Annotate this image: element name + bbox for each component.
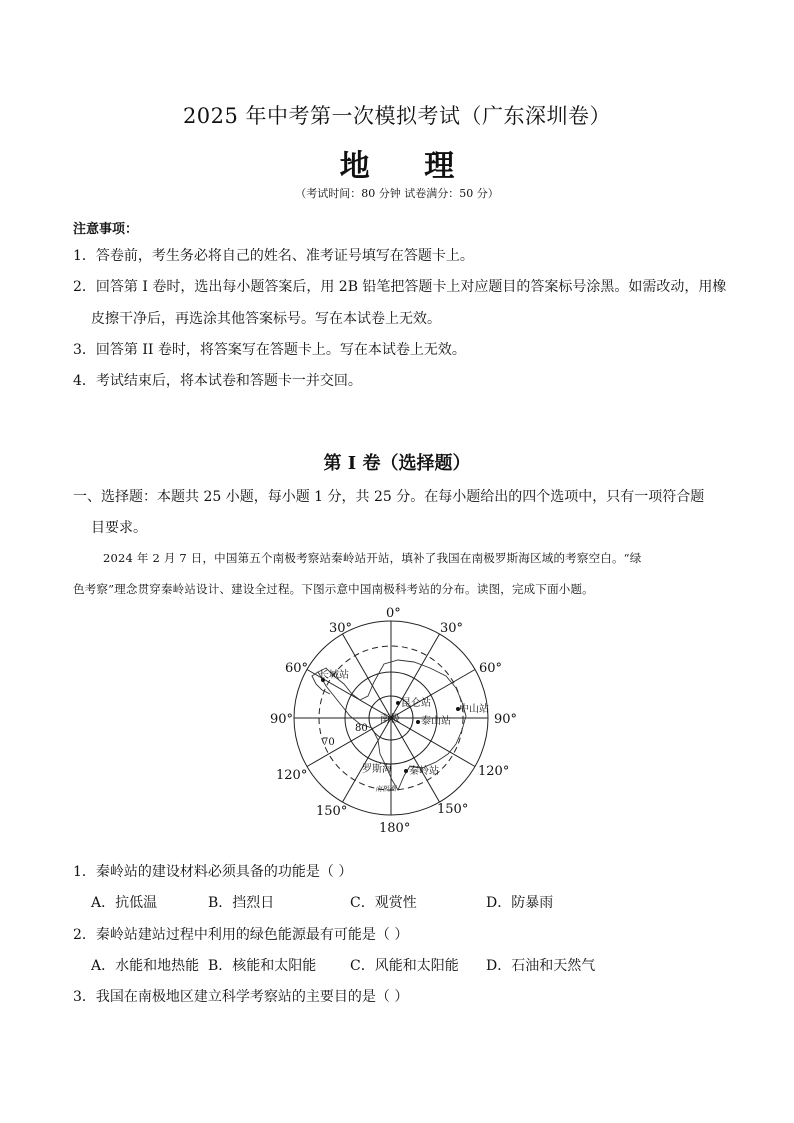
section-title: 第 I 卷（选择题） bbox=[323, 453, 471, 474]
lon-label-120w: 120° bbox=[276, 768, 308, 783]
question-stem: 1．秦岭站的建设材料必须具备的功能是（ ） bbox=[73, 864, 353, 880]
qinling-label: 秦岭站 bbox=[409, 766, 439, 777]
option-b: B．核能和太阳能 bbox=[208, 958, 317, 974]
lat-label-70: 70 bbox=[322, 737, 335, 748]
qinling-station-dot bbox=[404, 769, 408, 773]
subject-title: 地 理 bbox=[339, 149, 477, 184]
note-item: 3．回答第 II 卷时，将答案写在答题卡上。写在本试卷上无效。 bbox=[73, 342, 466, 358]
lon-label-60w: 60° bbox=[285, 661, 309, 676]
kunlun-label: 昆仑站 bbox=[401, 698, 431, 709]
lon-label-150e: 150° bbox=[437, 802, 469, 817]
option-a: A．水能和地热能 bbox=[91, 958, 200, 974]
option-d: D．石油和天然气 bbox=[486, 958, 596, 974]
exam-title: 2025 年中考第一次模拟考试（广东深圳卷） bbox=[182, 104, 612, 128]
lon-label-120e: 120° bbox=[478, 764, 510, 779]
lon-label-90e: 90° bbox=[494, 712, 518, 727]
polar-circle-label: 南极圈 bbox=[375, 785, 396, 793]
option-c: C．风能和太阳能 bbox=[350, 958, 459, 974]
option-c: C．观赏性 bbox=[350, 895, 417, 911]
lon-label-60e: 60° bbox=[479, 661, 503, 676]
part-intro-continued: 目要求。 bbox=[91, 520, 147, 536]
lat-label-80: 80 bbox=[355, 723, 368, 734]
note-item: 2．回答第 I 卷时，选出每小题答案后，用 2B 铅笔把答题卡上对应题目的答案标号涂黑。如需改动，用橡 bbox=[73, 279, 727, 295]
option-b: B．挡烈日 bbox=[208, 895, 275, 911]
note-item: 1．答卷前，考生务必将自己的姓名、准考证号填写在答题卡上。 bbox=[73, 248, 474, 264]
notes-heading: 注意事项： bbox=[73, 222, 139, 237]
lon-label-90w: 90° bbox=[270, 712, 294, 727]
kunlun-station-dot bbox=[396, 701, 400, 705]
antarctic-stations-map bbox=[270, 602, 520, 838]
exam-info: （考试时间：80 分钟 试卷满分：50 分） bbox=[295, 187, 499, 200]
passage-line: 2024 年 2 月 7 日，中国第五个南极考察站秦岭站开站，填补了我国在南极罗斯海区域的考察空白。“绿 bbox=[103, 551, 642, 565]
pole-label: 南极 bbox=[380, 714, 400, 725]
lon-label-180: 180° bbox=[379, 821, 411, 836]
taishan-label: 泰山站 bbox=[421, 716, 451, 727]
lon-label-30w: 30° bbox=[329, 621, 353, 636]
lon-label-150w: 150° bbox=[316, 804, 348, 819]
option-a: A．抗低温 bbox=[91, 895, 158, 911]
lon-label-30e: 30° bbox=[440, 621, 464, 636]
note-item: 4．考试结束后，将本试卷和答题卡一并交回。 bbox=[73, 373, 362, 389]
lon-label-0: 0° bbox=[386, 606, 401, 621]
taishan-station-dot bbox=[416, 720, 420, 724]
option-d: D．防暴雨 bbox=[486, 895, 554, 911]
passage-line: 色考察”理念贯穿秦岭站设计、建设全过程。下图示意中国南极科考站的分布。读图，完成下面小题。 bbox=[73, 582, 594, 596]
question-stem: 2．秦岭站建站过程中利用的绿色能源最有可能是（ ） bbox=[73, 927, 409, 943]
changcheng-label: 长城站 bbox=[319, 670, 349, 681]
zhongshan-label: 中山站 bbox=[459, 704, 489, 715]
note-item-continued: 皮擦干净后，再选涂其他答案标号。写在本试卷上无效。 bbox=[91, 311, 441, 327]
question-stem: 3．我国在南极地区建立科学考察站的主要目的是（ ） bbox=[73, 989, 409, 1005]
part-intro: 一、选择题：本题共 25 小题，每小题 1 分，共 25 分。在每小题给出的四个选项中，只有一项符合题 bbox=[73, 489, 705, 505]
ross-sea-label: 罗斯海 bbox=[362, 764, 392, 775]
